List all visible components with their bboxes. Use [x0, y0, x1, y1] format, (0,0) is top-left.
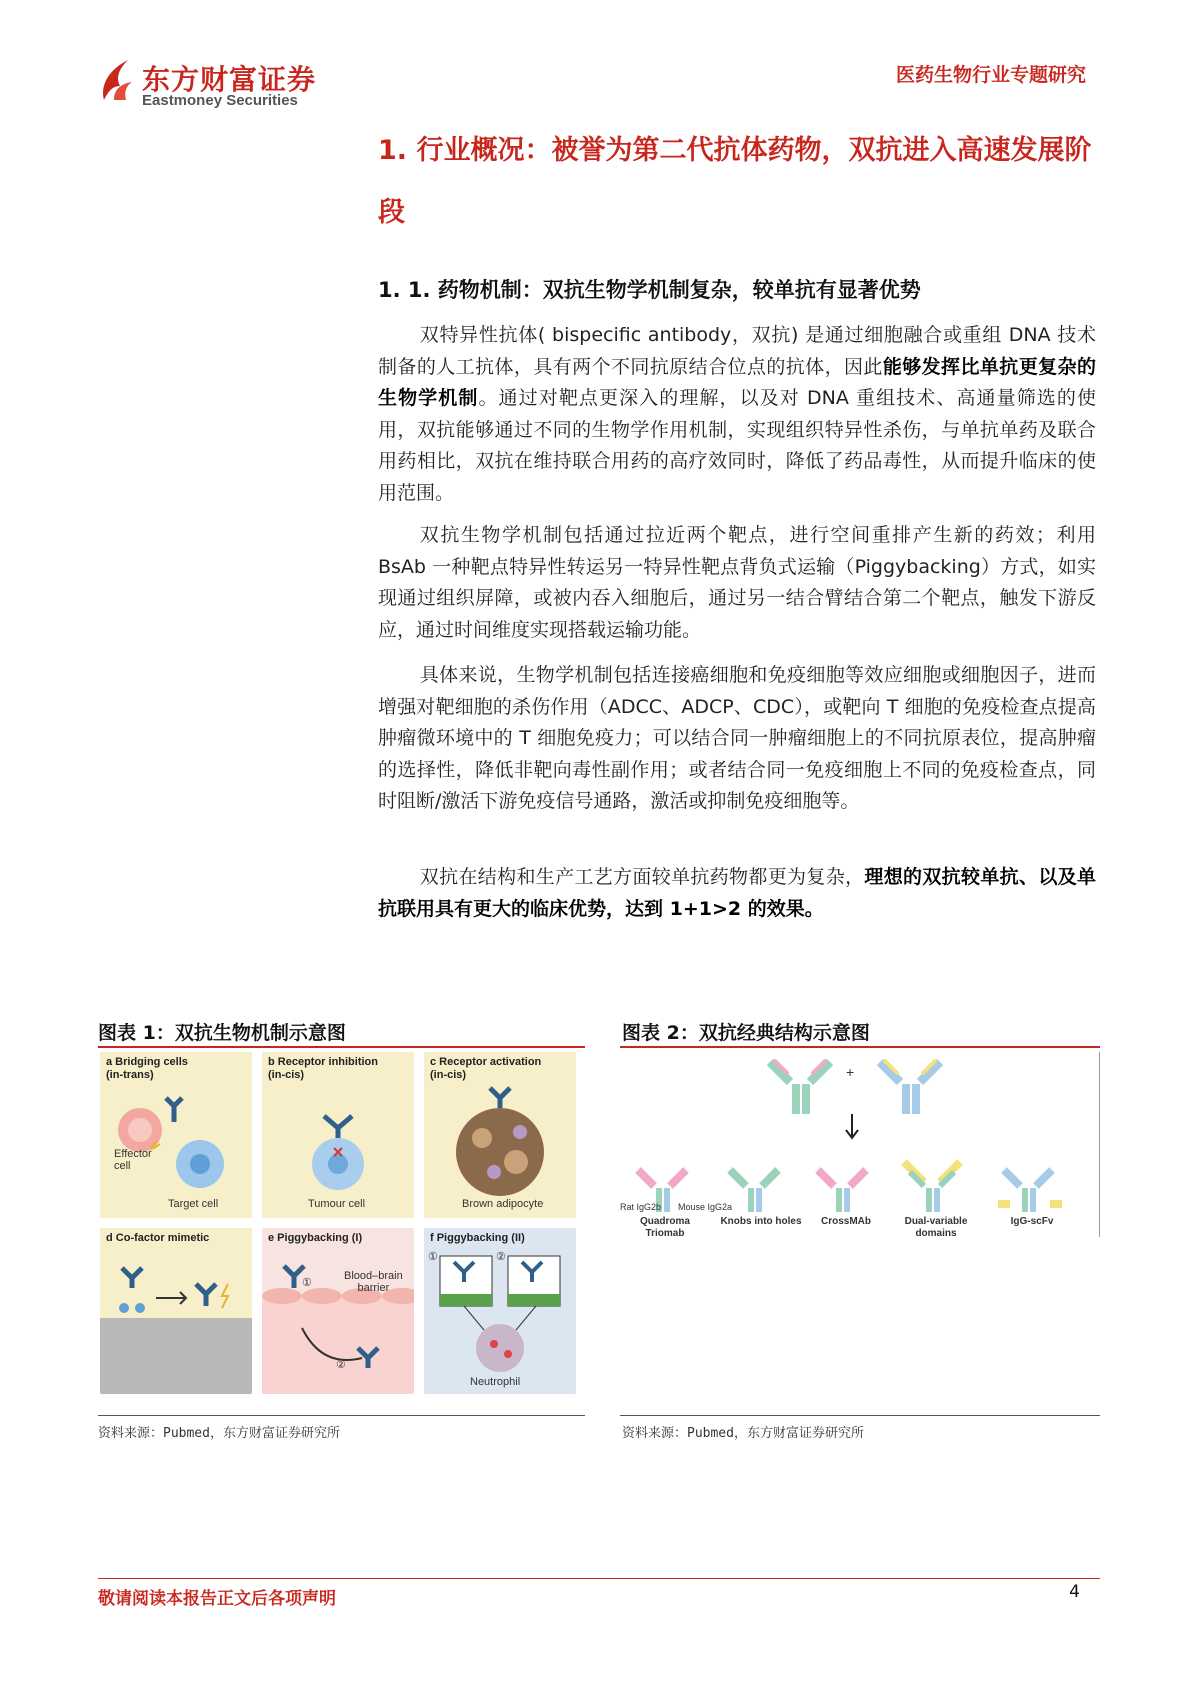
panel-a-label: a Bridging cells (in-trans) [106, 1056, 188, 1081]
figure-1-source: 资料来源：Pubmed，东方财富证券研究所 [98, 1426, 340, 1441]
paragraph-1-text-c: 。通过对靶点更深入的理解，以及对 DNA 重组技术、高通量筛选的使用，双抗能够通过不同的生物学作用机制，实现组织特异性杀伤，与单抗单药及联合用药相比，双抗在维持联合用药的高疗效同时，降低了药品毒性，从而提升临床的使用范围。 [378, 387, 1096, 504]
panel-d-illustration [100, 1228, 252, 1394]
figure-2-mouse-label: Mouse IgG2a [678, 1202, 733, 1212]
panel-e-piggybacking-1 [262, 1228, 414, 1394]
format-igg-scfv: IgG-scFv [1010, 1216, 1054, 1227]
brand-name-cn: 东方财富证券 [142, 63, 317, 96]
format-crossmab: CrossMAb [820, 1216, 871, 1227]
figure-1-top-rule [98, 1046, 585, 1048]
paragraph-1 [378, 320, 1096, 509]
paragraph-1-bold: 能够发挥比单抗更复杂的生物学机制 [378, 355, 1096, 409]
paragraph-3: 具体来说，生物学机制包括连接癌细胞和免疫细胞等效应细胞或细胞因子，进而增强对靶细胞的杀伤作用（ADCC、ADCP、CDC），或靶向 T 细胞的免疫检查点提高肿瘤微环境中的 T 细胞免疫力；可以结合同一肿瘤细胞上的不同抗原表位，提高肿瘤的选择性，降低非靶向毒性副作用；或者结合同一免疫细胞上不同的免疫检查点，同时阻断/激活下游免疫信号通路，激活或抑制免疫细胞等。 [378, 664, 1096, 812]
report-type: 医药生物行业专题研究 [895, 64, 1086, 86]
panel-f-piggybacking-2 [424, 1228, 576, 1394]
brand-logo [98, 56, 338, 116]
panel-d-cofactor-mimetic [100, 1228, 252, 1394]
figure-2-image [620, 1052, 1100, 1237]
panel-a-effector-caption: Effector cell [114, 1148, 152, 1172]
figure-1-title: 图表 1：双抗生物机制示意图 [98, 1022, 346, 1044]
section-heading-1: 1. 行业概况：被誉为第二代抗体药物，双抗进入高速发展阶段 [378, 135, 1092, 228]
paragraph-2: 双抗生物学机制包括通过拉近两个靶点，进行空间重排产生新的药效；利用 BsAb 一种靶点特异性转运另一特异性靶点背负式运输（Piggybacking）方式，如实现通过组织屏障，或被内吞入细胞后，通过另一结合臂结合第二个靶点，触发下游反应，通过时间维度实现搭载运输功能。 [378, 524, 1096, 641]
panel-f-label: f Piggybacking (II) [430, 1232, 525, 1244]
footer-rule [98, 1578, 1100, 1579]
panel-b-label: b Receptor inhibition (in-cis) [268, 1056, 378, 1081]
paragraph-4-text-a: 双抗在结构和生产工艺方面较单抗药物都更为复杂， [419, 866, 865, 888]
panel-b-receptor-inhibition [262, 1052, 414, 1218]
page-number: 4 [1069, 1582, 1080, 1602]
eastmoney-logo-icon [98, 56, 138, 104]
panel-e-num-1: ① [302, 1277, 312, 1289]
paragraph-4 [378, 862, 1096, 925]
figure-1-image [98, 1052, 583, 1408]
panel-c-receptor-activation [424, 1052, 576, 1218]
figure-2-bottom-rule [620, 1415, 1100, 1416]
figure-1-bottom-rule [98, 1415, 585, 1416]
figure-2-title: 图表 2：双抗经典结构示意图 [622, 1022, 870, 1044]
panel-e-caption: Blood–brain barrier [344, 1270, 403, 1294]
panel-f-num-1: ① [428, 1251, 438, 1263]
format-knobs-into-holes: Knobs into holes [720, 1216, 802, 1227]
panel-f-num-2: ② [496, 1251, 506, 1263]
panel-a-bridging-cells [100, 1052, 252, 1218]
brand-name-en: Eastmoney Securities [142, 92, 298, 109]
section-heading-1-1: 1. 1. 药物机制：双抗生物学机制复杂，较单抗有显著优势 [378, 278, 921, 302]
paragraph-4-bold: 理想的双抗较单抗、以及单抗联用具有更大的临床优势，达到 1+1>2 的效果。 [378, 866, 1096, 920]
format-dual-variable: Dual-variable domains [904, 1216, 968, 1239]
panel-e-num-2: ② [336, 1359, 346, 1371]
panel-e-label: e Piggybacking (I) [268, 1232, 363, 1244]
panel-b-caption: Tumour cell [308, 1198, 366, 1210]
panel-a-target-caption: Target cell [168, 1198, 219, 1210]
format-quadroma: Quadroma Triomab [639, 1216, 690, 1239]
panel-c-label: c Receptor activation (in-cis) [430, 1056, 542, 1081]
panel-f-caption: Neutrophil [470, 1376, 521, 1388]
figure-2-top-rule [620, 1046, 1100, 1048]
figure-2-plus: + [846, 1064, 855, 1080]
figure-2-rat-label: Rat IgG2b [620, 1202, 662, 1212]
figure-2-source: 资料来源：Pubmed，东方财富证券研究所 [622, 1426, 864, 1441]
panel-c-caption: Brown adipocyte [462, 1198, 544, 1210]
panel-d-label: d Co-factor mimetic [106, 1232, 210, 1244]
paragraph-1-text-a: 双特异性抗体( bispecific antibody，双抗) 是通过细胞融合或重组 DNA 技术制备的人工抗体，具有两个不同抗原结合位点的抗体，因此 [378, 324, 1096, 378]
footer-disclaimer: 敬请阅读本报告正文后各项声明 [98, 1589, 336, 1609]
